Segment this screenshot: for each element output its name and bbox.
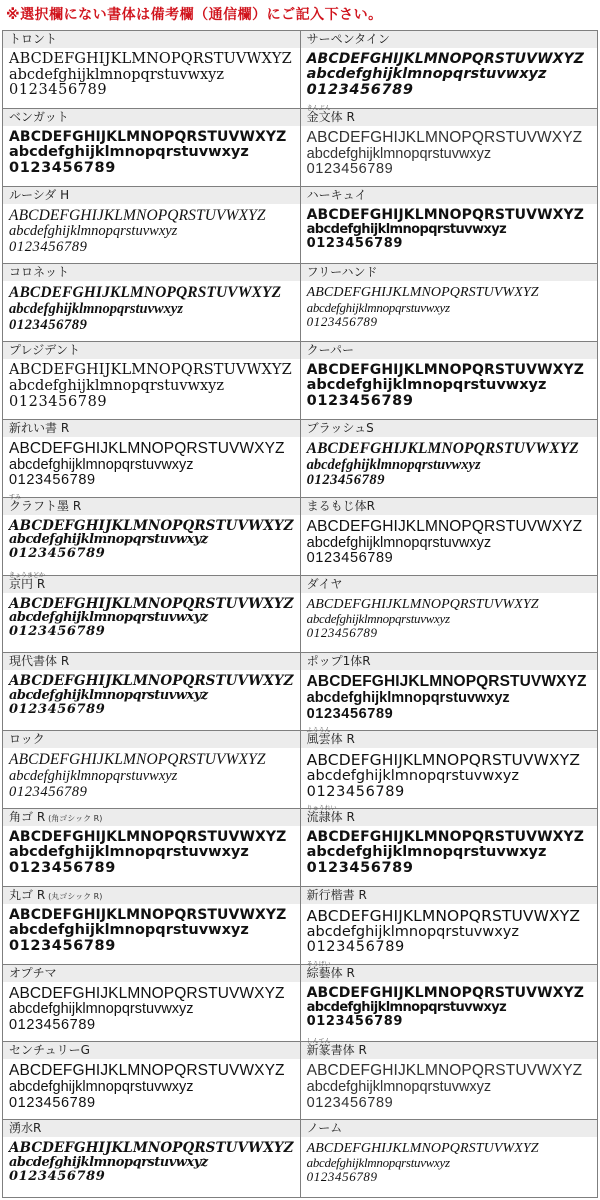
- font-name: トロント: [9, 32, 58, 46]
- sample-uppercase: ABCDEFGHIJKLMNOPQRSTUVWXYZ: [306, 1062, 583, 1080]
- font-name-bar: [301, 727, 597, 748]
- font-sample: [3, 359, 300, 419]
- font-cell: [301, 805, 597, 886]
- font-name-bar: [301, 960, 597, 982]
- font-cell: [301, 342, 597, 419]
- sample-uppercase: ABCDEFGHIJKLMNOPQRSTUVWXYZ: [306, 596, 539, 612]
- sample-lowercase: abcdefghijklmnopqrstuvwxyz: [306, 221, 507, 237]
- font-cell: [3, 731, 300, 808]
- sample-lowercase: abcdefghijklmnopqrstuvwxyz: [9, 844, 249, 861]
- font-sample: [301, 748, 597, 808]
- sample-lowercase: abcdefghijklmnopqrstuvwxyz: [9, 66, 224, 83]
- font-name: 新行楷書 R: [306, 887, 367, 902]
- font-name-bar: [301, 264, 597, 281]
- font-name-bar: [3, 731, 300, 748]
- font-name: 角ゴ R: [9, 810, 46, 824]
- sample-uppercase: ABCDEFGHIJKLMNOPQRSTUVWXYZ: [9, 595, 294, 612]
- font-name-bar: [301, 805, 597, 826]
- font-cell: [3, 187, 300, 264]
- font-name-bar: [3, 187, 300, 204]
- sample-uppercase: ABCDEFGHIJKLMNOPQRSTUVWXYZ: [9, 440, 285, 457]
- font-cell: [301, 498, 597, 575]
- sample-digits: 0123456789: [9, 546, 106, 562]
- sample-uppercase: ABCDEFGHIJKLMNOPQRSTUVWXYZ: [306, 51, 585, 67]
- font-name-ruby: しんてん: [306, 1038, 331, 1046]
- font-name: 流隷体 R: [306, 810, 355, 824]
- font-cell: [301, 187, 597, 264]
- sample-lowercase: abcdefghijklmnopqrstuvwxyz: [9, 456, 194, 473]
- sample-lowercase: abcdefghijklmnopqrstuvwxyz: [306, 1079, 492, 1096]
- font-name-bar: [3, 420, 300, 437]
- font-cell: [3, 109, 300, 186]
- font-cell: [301, 576, 597, 653]
- font-name-ruby: きょうまどか: [9, 571, 46, 579]
- font-sample: [3, 670, 300, 730]
- font-sample: [301, 281, 597, 341]
- font-cell: [3, 31, 300, 108]
- font-name: ダイヤ: [306, 576, 343, 591]
- sample-uppercase: ABCDEFGHIJKLMNOPQRSTUVWXYZ: [9, 751, 266, 769]
- font-name: センチュリーG: [9, 1043, 90, 1058]
- font-name: ハーキュイ: [306, 187, 367, 202]
- sample-uppercase: ABCDEFGHIJKLMNOPQRSTUVWXYZ: [9, 284, 282, 302]
- font-name: 新篆書体 R: [306, 1043, 367, 1058]
- font-name-bar: [301, 576, 597, 593]
- font-sample: [3, 48, 300, 108]
- font-sample: [301, 826, 597, 886]
- sample-lowercase: abcdefghijklmnopqrstuvwxyz: [306, 299, 450, 315]
- sample-lowercase: abcdefghijklmnopqrstuvwxyz: [9, 143, 249, 160]
- font-sample: [3, 982, 300, 1042]
- sample-lowercase: abcdefghijklmnopqrstuvwxyz: [9, 223, 178, 240]
- font-name-bar: [3, 493, 300, 515]
- font-cell: [301, 420, 597, 497]
- sample-digits: 0123456789: [9, 1016, 96, 1033]
- font-cell: [3, 809, 300, 886]
- font-name-bar: [3, 1042, 300, 1059]
- font-name: コロネット: [9, 265, 70, 280]
- font-name: まるもじ体R: [306, 498, 375, 513]
- font-name-bar: [3, 109, 300, 126]
- sample-digits: 0123456789: [9, 783, 88, 800]
- font-sample: [301, 515, 597, 575]
- font-name: 現代書体 R: [9, 654, 70, 669]
- font-cell: [301, 653, 597, 730]
- font-sample: [301, 48, 597, 108]
- sample-lowercase: abcdefghijklmnopqrstuvwxyz: [306, 767, 519, 784]
- font-name: 風雲体 R: [306, 732, 355, 747]
- sample-lowercase: abcdefghijklmnopqrstuvwxyz: [306, 1155, 450, 1171]
- font-sample: [3, 593, 300, 653]
- font-name-bar: [301, 31, 597, 48]
- font-name: プレジデント: [9, 343, 80, 358]
- font-name-bar: [3, 264, 300, 281]
- sample-digits: 0123456789: [306, 550, 394, 567]
- sample-uppercase: ABCDEFGHIJKLMNOPQRSTUVWXYZ: [9, 829, 287, 845]
- font-cell: [3, 887, 300, 964]
- font-name: ポップ1体R: [306, 654, 371, 669]
- sample-digits: 0123456789: [306, 859, 414, 876]
- sample-lowercase: abcdefghijklmnopqrstuvwxyz: [306, 690, 510, 707]
- sample-digits: 0123456789: [306, 1169, 378, 1185]
- sample-lowercase: abcdefghijklmnopqrstuvwxyz: [306, 844, 547, 861]
- font-sample: [301, 359, 597, 419]
- font-name: サーペンタイン: [306, 32, 390, 46]
- sample-digits: 0123456789: [9, 82, 108, 99]
- notice-text: ※選択欄にない書体は備考欄（通信欄）にご記入下さい。: [6, 7, 383, 23]
- font-name: 丸ゴ R: [9, 887, 46, 902]
- font-cell: [3, 264, 300, 341]
- sample-lowercase: abcdefghijklmnopqrstuvwxyz: [9, 767, 178, 784]
- sample-digits: 0123456789: [306, 1094, 394, 1111]
- sample-uppercase: ABCDEFGHIJKLMNOPQRSTUVWXYZ: [306, 285, 539, 301]
- font-sample: [3, 281, 300, 341]
- font-sample: [3, 1137, 300, 1197]
- sample-uppercase: ABCDEFGHIJKLMNOPQRSTUVWXYZ: [9, 1140, 294, 1157]
- font-sample: [3, 826, 300, 886]
- font-name: ベンガット: [9, 109, 69, 124]
- font-name: 綜藝体 R: [306, 965, 355, 980]
- sample-uppercase: ABCDEFGHIJKLMNOPQRSTUVWXYZ: [9, 906, 287, 923]
- font-sample: [301, 126, 597, 186]
- sample-digits: 0123456789: [9, 472, 96, 489]
- font-sample: [301, 204, 597, 264]
- font-sample: [301, 1137, 597, 1197]
- font-cell: [3, 1120, 300, 1197]
- sample-lowercase: abcdefghijklmnopqrstuvwxyz: [306, 534, 492, 551]
- sample-digits: 0123456789: [9, 1168, 106, 1184]
- sample-uppercase: ABCDEFGHIJKLMNOPQRSTUVWXYZ: [9, 984, 285, 1002]
- sample-lowercase: abcdefghijklmnopqrstuvwxyz: [306, 999, 507, 1015]
- sample-digits: 0123456789: [306, 472, 386, 489]
- sample-uppercase: ABCDEFGHIJKLMNOPQRSTUVWXYZ: [306, 517, 583, 535]
- font-sample: [3, 204, 300, 264]
- sample-digits: 0123456789: [306, 313, 378, 329]
- font-name-bar: [3, 1120, 300, 1137]
- sample-uppercase: ABCDEFGHIJKLMNOPQRSTUVWXYZ: [9, 1062, 285, 1080]
- font-cell: [3, 653, 300, 730]
- sample-digits: 0123456789: [9, 624, 106, 640]
- font-cell: [301, 1038, 597, 1119]
- sample-uppercase: ABCDEFGHIJKLMNOPQRSTUVWXYZ: [306, 829, 585, 845]
- font-name-note: (角ゴシック R): [48, 814, 103, 823]
- sample-lowercase: abcdefghijklmnopqrstuvwxyz: [9, 377, 224, 394]
- font-sample: [301, 1059, 597, 1119]
- sample-digits: 0123456789: [9, 1094, 96, 1111]
- sample-digits: 0123456789: [9, 702, 106, 717]
- font-name: 金文体 R: [306, 109, 355, 124]
- font-name-bar: [3, 653, 300, 670]
- font-cell: [301, 1120, 597, 1197]
- font-cell: [301, 31, 597, 108]
- sample-digits: 0123456789: [9, 316, 88, 333]
- sample-uppercase: ABCDEFGHIJKLMNOPQRSTUVWXYZ: [306, 673, 587, 691]
- sample-uppercase: ABCDEFGHIJKLMNOPQRSTUVWXYZ: [306, 751, 581, 770]
- sample-digits: 0123456789: [306, 1013, 404, 1029]
- sample-uppercase: ABCDEFGHIJKLMNOPQRSTUVWXYZ: [9, 673, 294, 690]
- sample-lowercase: abcdefghijklmnopqrstuvwxyz: [9, 532, 208, 548]
- font-name-bar: [301, 498, 597, 515]
- font-sample: [301, 437, 597, 497]
- sample-lowercase: abcdefghijklmnopqrstuvwxyz: [306, 145, 492, 162]
- font-cell: [301, 264, 597, 341]
- font-cell: [301, 960, 597, 1042]
- font-name-bar: [3, 342, 300, 359]
- sample-lowercase: abcdefghijklmnopqrstuvwxyz: [306, 610, 450, 626]
- font-name-note: (丸ゴシック R): [48, 891, 103, 901]
- sample-digits: 0123456789: [9, 238, 88, 255]
- sample-lowercase: abcdefghijklmnopqrstuvwxyz: [9, 1154, 208, 1170]
- sample-lowercase: abcdefghijklmnopqrstuvwxyz: [306, 66, 547, 83]
- font-name: オプチマ: [9, 965, 57, 980]
- sample-lowercase: abcdefghijklmnopqrstuvwxyz: [9, 687, 208, 703]
- sample-digits: 0123456789: [306, 161, 394, 178]
- font-name-bar: [301, 1038, 597, 1059]
- font-sample: [3, 904, 300, 964]
- font-name: ノーム: [306, 1121, 343, 1136]
- sample-digits: 0123456789: [306, 624, 378, 640]
- font-name-ruby: りゅうれい: [306, 805, 337, 812]
- sample-lowercase: abcdefghijklmnopqrstuvwxyz: [306, 377, 547, 394]
- font-name: 京円 R: [9, 576, 46, 591]
- font-cell: [301, 887, 597, 964]
- font-name: 湧水R: [9, 1121, 42, 1136]
- font-name-bar: [3, 809, 300, 826]
- sample-uppercase: ABCDEFGHIJKLMNOPQRSTUVWXYZ: [306, 128, 583, 146]
- font-sample: [301, 982, 597, 1042]
- sample-uppercase: ABCDEFGHIJKLMNOPQRSTUVWXYZ: [306, 1141, 539, 1157]
- font-name-bar: [301, 104, 597, 126]
- sample-digits: 0123456789: [306, 783, 405, 800]
- sample-digits: 0123456789: [9, 159, 116, 176]
- font-name-bar: [301, 420, 597, 437]
- sample-digits: 0123456789: [306, 705, 394, 722]
- sample-digits: 0123456789: [306, 81, 414, 98]
- font-sample: [3, 1059, 300, 1119]
- sample-lowercase: abcdefghijklmnopqrstuvwxyz: [9, 610, 208, 626]
- font-cell: [301, 727, 597, 808]
- font-cell: [3, 493, 300, 575]
- font-name-bar: [301, 653, 597, 670]
- font-name-ruby: ふううん: [306, 727, 331, 735]
- font-sample: [3, 437, 300, 497]
- sample-uppercase: ABCDEFGHIJKLMNOPQRSTUVWXYZ: [306, 906, 581, 925]
- sample-digits: 0123456789: [306, 939, 405, 956]
- sample-uppercase: ABCDEFGHIJKLMNOPQRSTUVWXYZ: [9, 206, 266, 224]
- font-name-bar: [3, 571, 300, 593]
- sample-lowercase: abcdefghijklmnopqrstuvwxyz: [9, 1001, 194, 1018]
- font-sample: [3, 515, 300, 575]
- sample-uppercase: ABCDEFGHIJKLMNOPQRSTUVWXYZ: [9, 517, 294, 534]
- sample-lowercase: abcdefghijklmnopqrstuvwxyz: [306, 923, 519, 940]
- sample-digits: 0123456789: [9, 859, 116, 876]
- font-name: ブラッシュS: [306, 421, 374, 435]
- font-name-ruby: きんぶん: [306, 104, 331, 112]
- sample-lowercase: abcdefghijklmnopqrstuvwxyz: [9, 301, 184, 318]
- font-name: ルーシダ H: [9, 187, 70, 202]
- sample-uppercase: ABCDEFGHIJKLMNOPQRSTUVWXYZ: [306, 440, 579, 457]
- font-name: クーパー: [306, 343, 355, 358]
- font-sample: [3, 748, 300, 808]
- sample-lowercase: abcdefghijklmnopqrstuvwxyz: [9, 1079, 194, 1096]
- font-name-ruby: そうげい: [306, 960, 331, 968]
- sample-digits: 0123456789: [9, 937, 116, 954]
- font-name-ruby: すみ: [9, 493, 22, 501]
- font-sample-grid: [2, 30, 598, 1198]
- font-sample: [3, 126, 300, 186]
- sample-digits: 0123456789: [306, 235, 404, 251]
- font-name: クラフト墨 R: [9, 498, 82, 513]
- font-cell: [3, 342, 300, 419]
- sample-uppercase: ABCDEFGHIJKLMNOPQRSTUVWXYZ: [306, 362, 585, 379]
- sample-digits: 0123456789: [9, 393, 108, 410]
- font-sample: [301, 670, 597, 730]
- font-name-bar: [301, 342, 597, 359]
- sample-uppercase: ABCDEFGHIJKLMNOPQRSTUVWXYZ: [9, 128, 287, 145]
- font-name: 新れい書 R: [9, 421, 70, 435]
- font-name-bar: [3, 887, 300, 904]
- sample-lowercase: abcdefghijklmnopqrstuvwxyz: [306, 456, 481, 473]
- sample-digits: 0123456789: [306, 392, 414, 409]
- font-cell: [3, 571, 300, 653]
- font-name: フリーハンド: [306, 265, 378, 280]
- font-cell: [3, 965, 300, 1042]
- font-cell: [3, 1042, 300, 1119]
- font-name-bar: [301, 1120, 597, 1137]
- font-sample: [301, 593, 597, 653]
- sample-uppercase: ABCDEFGHIJKLMNOPQRSTUVWXYZ: [9, 51, 292, 67]
- font-name-bar: [3, 31, 300, 48]
- font-name-bar: [301, 887, 597, 904]
- sample-uppercase: ABCDEFGHIJKLMNOPQRSTUVWXYZ: [306, 984, 585, 1001]
- font-name-bar: [301, 187, 597, 204]
- font-name: ロック: [9, 732, 45, 747]
- font-name-bar: [3, 965, 300, 982]
- font-cell: [301, 104, 597, 186]
- sample-uppercase: ABCDEFGHIJKLMNOPQRSTUVWXYZ: [306, 206, 585, 223]
- font-cell: [3, 420, 300, 497]
- font-sample: [301, 904, 597, 964]
- sample-lowercase: abcdefghijklmnopqrstuvwxyz: [9, 921, 249, 938]
- sample-uppercase: ABCDEFGHIJKLMNOPQRSTUVWXYZ: [9, 362, 292, 379]
